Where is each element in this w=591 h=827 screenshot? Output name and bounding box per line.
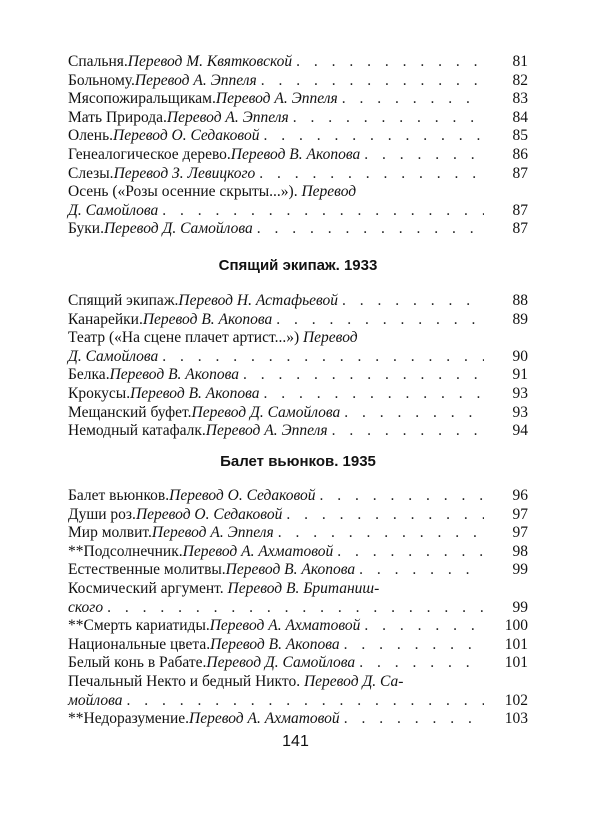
entry-page: 82	[512, 71, 528, 89]
toc-entry-line	[68, 524, 528, 543]
toc-entry	[68, 617, 528, 636]
toc-entry	[68, 292, 528, 311]
toc-entry	[68, 311, 528, 330]
entry-page: 87	[512, 164, 528, 182]
toc-entry-line	[68, 311, 528, 330]
entry-title: Естественные молитвы.	[68, 561, 226, 579]
entry-translator-cont: мойлова	[68, 691, 123, 709]
entry-title: Больному.	[68, 71, 135, 89]
entry-title: Спальня.	[68, 53, 128, 70]
entry-page: 100	[504, 617, 528, 635]
entry-translator: Перевод В. Акопова	[210, 635, 340, 653]
toc-entry-line	[68, 165, 528, 184]
toc-entry	[68, 710, 528, 729]
entry-title: Олень.	[68, 127, 114, 145]
dot-leader	[328, 422, 484, 441]
entry-title: Осень («Розы осенние скрыты...»).	[68, 183, 302, 201]
entry-title: Печальный Некто и бедный Никто.	[68, 672, 304, 690]
entry-page: 94	[512, 422, 528, 440]
toc-entry-line	[68, 90, 528, 109]
entry-page: 90	[512, 347, 528, 365]
toc-entry	[68, 636, 528, 655]
entry-title: Буки.	[68, 220, 104, 238]
dot-leader	[338, 90, 484, 109]
entry-title: Мать Природа.	[68, 108, 167, 126]
dot-leader	[282, 506, 484, 525]
toc-entry-line	[68, 329, 528, 348]
entry-page: 96	[512, 487, 528, 504]
toc-entry	[68, 146, 528, 165]
toc-entry	[68, 561, 528, 580]
entry-translator: Перевод В. Акопова	[130, 384, 260, 402]
toc-entry-line	[68, 53, 528, 72]
section-heading-sleeping-carriage: Спящий экипаж. 1933	[218, 257, 378, 274]
dot-leader	[259, 127, 484, 146]
entry-title: Крокусы.	[68, 384, 131, 402]
entry-translator-cont: Д. Самойлова	[68, 201, 159, 219]
entry-title: Мясопожиральщикам.	[68, 90, 216, 108]
toc-entry-line	[68, 673, 528, 692]
entry-page: 97	[512, 505, 528, 523]
dot-leader	[253, 220, 484, 239]
entry-page: 83	[512, 90, 528, 108]
toc-entry-line	[68, 72, 528, 91]
toc-entry-line	[68, 348, 528, 367]
dot-leader	[122, 692, 484, 711]
entry-title: Канарейки.	[68, 310, 143, 328]
entry-title: Космический аргумент.	[68, 579, 228, 597]
entry-translator-cont: Д. Самойлова	[68, 347, 159, 365]
entry-translator: Перевод О. Седаковой	[135, 505, 283, 523]
toc-entry	[68, 109, 528, 128]
toc-entry	[68, 90, 528, 109]
entry-title: **Недоразумение.	[68, 710, 190, 728]
toc-entry	[68, 385, 528, 404]
toc-entry	[68, 220, 528, 239]
entry-page: 88	[512, 292, 528, 309]
toc-entry-line	[68, 599, 528, 618]
entry-title: Национальные цвета.	[68, 635, 211, 653]
dot-leader	[257, 72, 484, 91]
toc-entry-line	[68, 692, 528, 711]
toc-entry-line	[68, 422, 528, 441]
toc-entry	[68, 487, 528, 506]
entry-page: 93	[512, 384, 528, 402]
toc-entry	[68, 543, 528, 562]
toc-entry	[68, 329, 528, 366]
toc-entry	[68, 404, 528, 423]
entry-page: 102	[504, 691, 528, 709]
entry-page: 99	[512, 598, 528, 616]
entry-page: 101	[504, 635, 528, 653]
toc-entry-line	[68, 385, 528, 404]
entry-translator: Перевод А. Эппеля	[205, 422, 328, 440]
toc-entry-line	[68, 202, 528, 221]
toc-entry-line	[68, 127, 528, 146]
toc-entry	[68, 366, 528, 385]
toc-entry	[68, 422, 528, 441]
entry-translator: Перевод Д. Са-	[303, 672, 404, 690]
toc-entry	[68, 53, 528, 72]
toc-entry-line	[68, 220, 528, 239]
toc-entry-line	[68, 654, 528, 673]
dot-leader	[340, 636, 484, 655]
toc-entry-line	[68, 561, 528, 580]
entry-title: Мещанский буфет.	[68, 403, 192, 421]
dot-leader	[158, 202, 484, 221]
dot-leader	[272, 311, 484, 330]
entry-translator: Перевод А. Эппеля	[151, 524, 274, 542]
entry-title: **Смерть кариатиды.	[68, 617, 210, 635]
entry-translator: Перевод В. Британиш-	[227, 579, 380, 597]
toc-entry-line	[68, 487, 528, 506]
section-heading-ballet-of-bindweed: Балет вьюнков. 1935	[220, 453, 376, 470]
entry-translator: Перевод В. Акопова	[109, 366, 240, 384]
dot-leader	[360, 617, 484, 636]
entry-translator: Перевод З. Левицкого	[113, 164, 256, 182]
entry-page: 86	[512, 145, 528, 163]
entry-title: Генеалогическое дерево.	[68, 145, 231, 163]
entry-translator: Перевод О. Седаковой	[169, 487, 316, 504]
dot-leader	[333, 543, 484, 562]
entry-title: **Подсолнечник.	[68, 542, 183, 560]
toc-entry	[68, 580, 528, 617]
dot-leader	[274, 524, 484, 543]
dot-leader	[292, 53, 484, 72]
entry-translator-cont: ского	[68, 598, 104, 616]
toc-entry	[68, 183, 528, 220]
entry-translator: Перевод Д. Самойлова	[206, 654, 356, 672]
entry-translator: Перевод А. Эппеля	[166, 108, 289, 126]
page-number: 141	[282, 733, 309, 750]
entry-page: 103	[504, 710, 528, 728]
dot-leader	[355, 654, 484, 673]
entry-title: Белый конь в Рабате.	[68, 654, 207, 672]
dot-leader	[289, 109, 484, 128]
entry-title: Мир молвит.	[68, 524, 152, 542]
entry-translator: Перевод А. Ахматовой	[182, 542, 334, 560]
toc-section-3	[68, 487, 528, 729]
entry-translator: Перевод В. Акопова	[225, 561, 356, 579]
toc-entry	[68, 165, 528, 184]
entry-page: 89	[512, 310, 528, 328]
toc-entry-line	[68, 146, 528, 165]
dot-leader	[338, 292, 484, 311]
entry-page: 99	[512, 561, 528, 579]
dot-leader	[158, 348, 484, 367]
toc-entry	[68, 506, 528, 525]
toc-section-1	[68, 53, 528, 239]
toc-entry	[68, 654, 528, 673]
toc-entry	[68, 673, 528, 710]
dot-leader	[360, 146, 484, 165]
entry-title: Души роз.	[68, 505, 136, 523]
entry-title: Немодный катафалк.	[68, 422, 206, 440]
entry-page: 84	[512, 108, 528, 126]
toc-entry	[68, 72, 528, 91]
toc-entry	[68, 127, 528, 146]
dot-leader	[103, 599, 484, 618]
entry-translator: Перевод О. Седаковой	[113, 127, 260, 145]
entry-translator: Перевод А. Ахматовой	[209, 617, 361, 635]
entry-translator: Перевод В. Акопова	[230, 145, 361, 163]
entry-translator: Перевод	[301, 183, 357, 201]
entry-page: 87	[512, 201, 528, 219]
toc-entry-line	[68, 710, 528, 729]
entry-translator: Перевод	[302, 329, 358, 347]
entry-page: 81	[512, 53, 528, 70]
dot-leader	[260, 385, 484, 404]
entry-title: Театр («На сцене плачет артист...»)	[68, 329, 303, 347]
entry-page: 85	[512, 127, 528, 145]
entry-page: 87	[512, 220, 528, 238]
entry-translator: Перевод В. Акопова	[142, 310, 273, 328]
toc-entry	[68, 524, 528, 543]
dot-leader	[355, 561, 484, 580]
toc-entry-line	[68, 109, 528, 128]
dot-leader	[316, 487, 484, 506]
toc-entry-line	[68, 183, 528, 202]
entry-page: 101	[504, 654, 528, 672]
entry-translator: Перевод Н. Астафьевой	[178, 292, 339, 309]
toc-entry-line	[68, 543, 528, 562]
entry-translator: Перевод А. Ахматовой	[189, 710, 340, 728]
entry-translator: Перевод Д. Самойлова	[191, 403, 341, 421]
entry-page: 91	[512, 366, 528, 384]
entry-translator: Перевод А. Эппеля	[134, 71, 257, 89]
toc-entry-line	[68, 366, 528, 385]
dot-leader	[340, 404, 484, 423]
entry-title: Белка.	[68, 366, 110, 384]
entry-title: Слезы.	[68, 164, 114, 182]
dot-leader	[255, 165, 484, 184]
entry-translator: Перевод М. Квятковской	[127, 53, 293, 70]
dot-leader	[340, 710, 484, 729]
entry-translator: Перевод Д. Самойлова	[103, 220, 253, 238]
dot-leader	[239, 366, 484, 385]
entry-title: Спящий экипаж.	[68, 292, 179, 309]
entry-page: 97	[512, 524, 528, 542]
toc-entry-line	[68, 636, 528, 655]
toc-entry-line	[68, 506, 528, 525]
entry-translator: Перевод А. Эппеля	[215, 90, 338, 108]
toc-entry-line	[68, 580, 528, 599]
toc-section-2	[68, 292, 528, 441]
entry-page: 93	[512, 403, 528, 421]
entry-title: Балет вьюнков.	[68, 487, 170, 504]
toc-entry-line	[68, 617, 528, 636]
toc-entry-line	[68, 292, 528, 311]
entry-page: 98	[512, 542, 528, 560]
toc-entry-line	[68, 404, 528, 423]
